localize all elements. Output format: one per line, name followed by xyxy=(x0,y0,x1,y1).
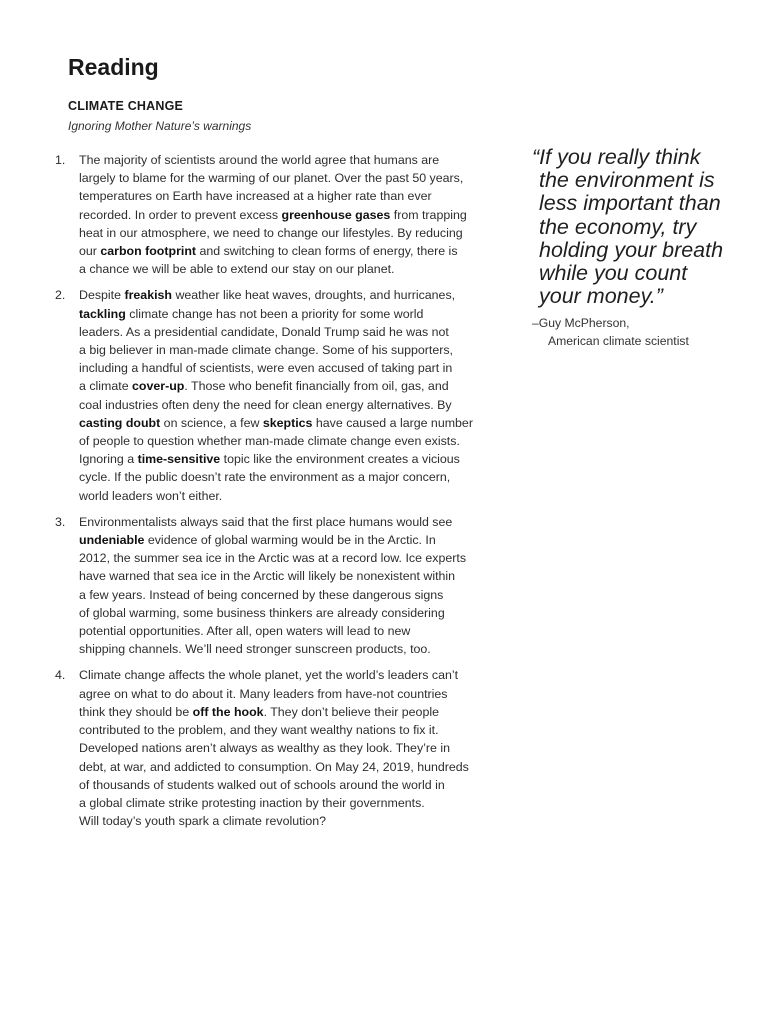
key-term: off the hook xyxy=(192,704,264,719)
paragraph-line xyxy=(79,305,495,323)
paragraph-text: of people to question whether man-made climate change even exists. xyxy=(79,434,460,449)
paragraph-line xyxy=(79,187,495,205)
paragraph-line xyxy=(79,151,495,169)
paragraph-text: contributed to the problem, and they want wealthy nations to fix it. xyxy=(79,723,439,738)
paragraph-text: Environmentalists always said that the first place humans would see xyxy=(79,514,453,529)
paragraph-text: climate change has not been a priority for some world xyxy=(125,306,424,321)
paragraph-text: Developed nations aren’t always as wealthy as they look. They’re in xyxy=(79,741,451,756)
paragraph-line xyxy=(79,567,495,585)
paragraph-number: 2. xyxy=(55,288,66,303)
paragraph-text: topic like the environment creates a vicious xyxy=(220,452,460,467)
paragraph-line xyxy=(79,549,495,567)
paragraph-line xyxy=(79,604,495,622)
paragraph-text: of global warming, some business thinkers are already considering xyxy=(79,605,445,620)
paragraph-text: leaders. As a presidential candidate, Donald Trump said he was not xyxy=(79,324,449,339)
key-term: greenhouse gases xyxy=(281,207,391,222)
key-term: tackling xyxy=(79,306,126,321)
paragraph-text: a few years. Instead of being concerned by these dangerous signs xyxy=(79,587,444,602)
paragraph-number: 4. xyxy=(55,668,66,683)
paragraph-text: coal industries often deny the need for clean energy alternatives. By xyxy=(79,397,452,412)
paragraph-line xyxy=(79,359,495,377)
paragraph-text: recorded. In order to prevent excess xyxy=(79,207,282,222)
page-title: Reading xyxy=(68,54,159,80)
quote-line: while you count xyxy=(539,261,688,286)
paragraph-line xyxy=(79,513,495,531)
key-term: carbon footprint xyxy=(100,244,197,259)
paragraph-line xyxy=(79,341,495,359)
article-subtitle: Ignoring Mother Nature’s warnings xyxy=(68,119,252,133)
paragraph-line xyxy=(79,414,495,432)
paragraph-line xyxy=(79,640,495,658)
paragraph-line xyxy=(79,242,495,260)
paragraph-line xyxy=(79,450,495,468)
quote-line: “If you really think xyxy=(532,145,701,169)
paragraph xyxy=(50,151,495,278)
paragraph-text: agree on what to do about it. Many leaders from have-not countries xyxy=(79,686,448,701)
paragraph-line xyxy=(79,468,495,486)
article-body xyxy=(50,151,495,838)
paragraph-line xyxy=(79,739,495,757)
quote-line: the environment is xyxy=(539,168,715,193)
paragraph-line xyxy=(79,377,495,395)
paragraph-text: largely to blame for the warming of our planet. Over the past 50 years, xyxy=(79,171,464,186)
quote-text xyxy=(532,146,752,308)
paragraph-line xyxy=(79,812,495,830)
paragraph-text: weather like heat waves, droughts, and hurricanes, xyxy=(172,288,456,303)
paragraph-text: temperatures on Earth have increased at a higher rate than ever xyxy=(79,189,432,204)
paragraph-text: potential opportunities. After all, open waters will lead to new xyxy=(79,624,411,639)
paragraph-text: Climate change affects the whole planet, yet the world’s leaders can’t xyxy=(79,668,459,683)
quote-author: –Guy McPherson, xyxy=(532,316,630,331)
paragraph-line xyxy=(79,323,495,341)
paragraph-text: including a handful of scientists, were even accused of taking part in xyxy=(79,361,453,376)
paragraph-line xyxy=(79,721,495,739)
paragraph-line xyxy=(79,531,495,549)
paragraph-line xyxy=(79,260,495,278)
paragraph-line xyxy=(79,703,495,721)
paragraph-text: from trapping xyxy=(390,207,467,222)
paragraph-line xyxy=(79,206,495,224)
key-term: cover-up xyxy=(132,379,185,394)
paragraph-text: evidence of global warming would be in the Arctic. In xyxy=(144,533,436,548)
key-term: casting doubt xyxy=(79,415,161,430)
paragraph-text: cycle. If the public doesn’t rate the environment as a major concern, xyxy=(79,470,451,485)
key-term: time-sensitive xyxy=(137,452,221,467)
paragraph-text: a global climate strike protesting inaction by their governments. xyxy=(79,795,425,810)
key-term: undeniable xyxy=(79,533,145,548)
paragraph-text: heat in our atmosphere, we need to change our lifestyles. By reducing xyxy=(79,225,463,240)
quote-line: holding your breath xyxy=(539,237,724,262)
quote-line: the economy, try xyxy=(539,214,697,239)
paragraph-line xyxy=(79,776,495,794)
paragraph-line xyxy=(79,666,495,684)
paragraph xyxy=(50,513,495,659)
paragraph-line xyxy=(79,586,495,604)
paragraph-line xyxy=(79,169,495,187)
paragraph-text: world leaders won’t either. xyxy=(79,488,223,503)
pull-quote xyxy=(532,146,752,350)
paragraph-line xyxy=(79,396,495,414)
paragraph-text: 2012, the summer sea ice in the Arctic was at a record low. Ice experts xyxy=(79,551,467,566)
paragraph-text: Despite xyxy=(79,288,125,303)
paragraph-text: have warned that sea ice in the Arctic will likely be nonexistent within xyxy=(79,569,456,584)
quote-line: your money.” xyxy=(539,284,663,309)
paragraph-number: 1. xyxy=(55,153,66,167)
paragraph xyxy=(50,666,495,830)
paragraph-text: The majority of scientists around the world agree that humans are xyxy=(79,153,440,167)
paragraph-number: 3. xyxy=(55,514,66,529)
article-title: CLIMATE CHANGE xyxy=(68,99,184,113)
quote-author-role: American climate scientist xyxy=(548,334,689,349)
paragraph-line xyxy=(79,622,495,640)
paragraph-text: shipping channels. We’ll need stronger sunscreen products, too. xyxy=(79,642,431,657)
paragraph-line xyxy=(79,487,495,505)
paragraph-line xyxy=(79,685,495,703)
paragraph-text: a climate xyxy=(79,379,133,394)
paragraph-text: on science, a few xyxy=(160,415,263,430)
paragraph xyxy=(50,286,495,504)
key-term: freakish xyxy=(124,288,172,303)
paragraph-text: Ignoring a xyxy=(79,452,138,467)
paragraph-text: . They don’t believe their people xyxy=(263,704,439,719)
paragraph-line xyxy=(79,224,495,242)
paragraph-text: debt, at war, and addicted to consumption. On May 24, 2019, hundreds xyxy=(79,759,469,774)
paragraph-text: Will today’s youth spark a climate revolution? xyxy=(79,814,327,829)
paragraph-line xyxy=(79,432,495,450)
paragraph-text: and switching to clean forms of energy, there is xyxy=(196,244,458,259)
paragraph-text: think they should be xyxy=(79,704,193,719)
paragraph-text: of thousands of students walked out of schools around the world in xyxy=(79,777,445,792)
paragraph-line xyxy=(79,794,495,812)
paragraph-text: . Those who benefit financially from oil, gas, and xyxy=(184,379,449,394)
paragraph-text: a chance we will be able to extend our stay on our planet. xyxy=(79,262,395,277)
paragraph-text: our xyxy=(79,244,101,259)
paragraph-text: have caused a large number xyxy=(312,415,473,430)
paragraph-line xyxy=(79,758,495,776)
paragraph-text: a big believer in man-made climate change. Some of his supporters, xyxy=(79,343,453,358)
quote-line: less important than xyxy=(539,191,721,216)
key-term: skeptics xyxy=(262,415,313,430)
paragraph-line xyxy=(79,286,495,304)
